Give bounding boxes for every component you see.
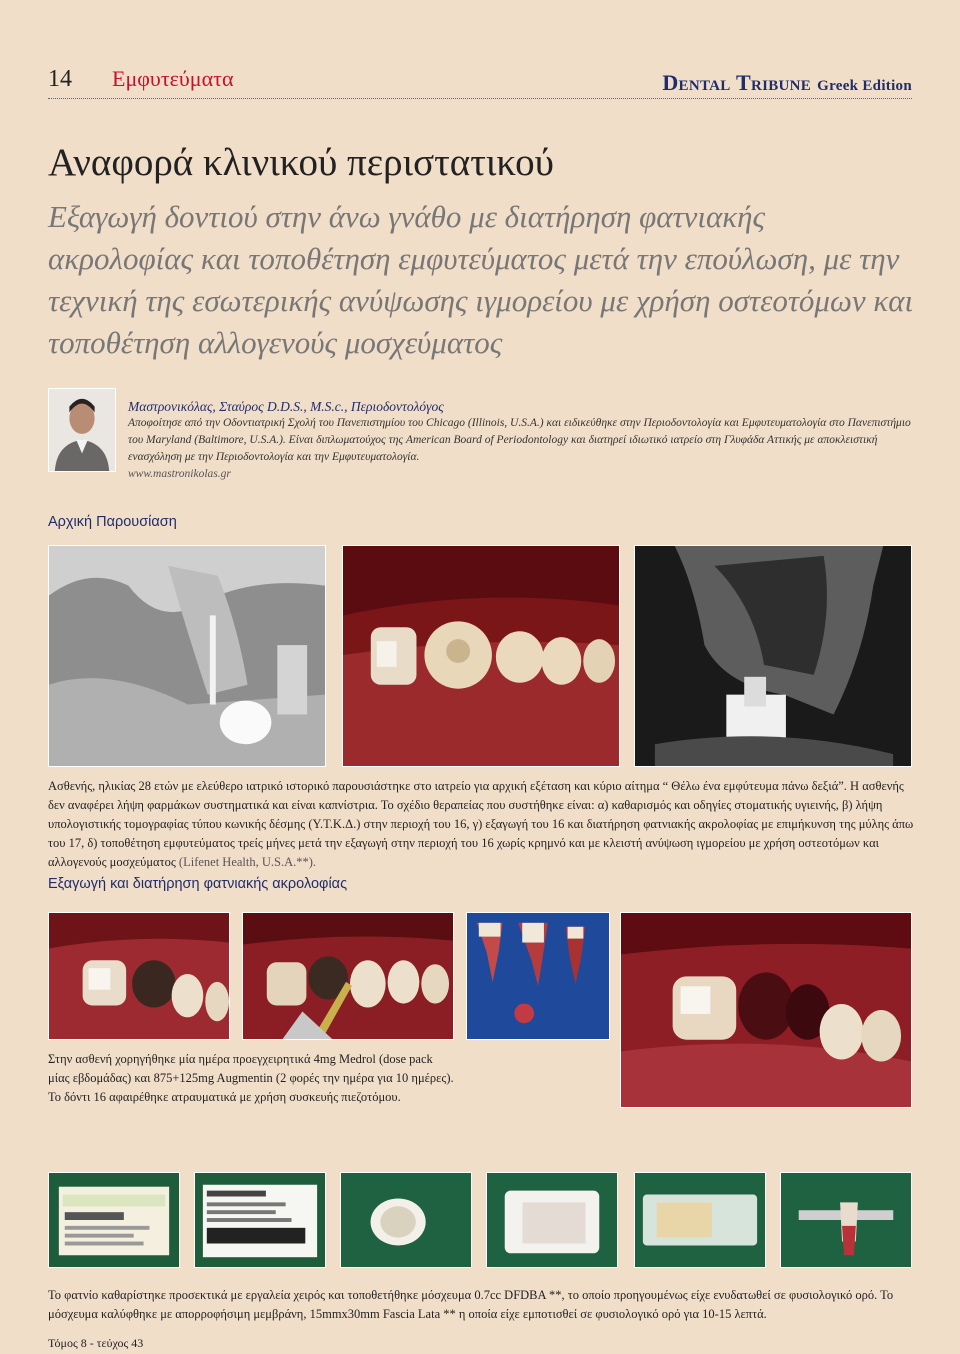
- heading-extraction: Εξαγωγή και διατήρηση φατνιακής ακρολοφίας: [48, 876, 348, 892]
- initial-paragraph: Ασθενής, ηλικίας 28 ετών με ελεύθερο ιατρικό ιστορικό παρουσιάστηκε στο ιατρείο για αρχική εξέταση και κύριο αίτημα “ Θέλω ένα εμφύτευμα πάνω δεξιά”. Η ασθενής δεν αναφέρει λήψη φαρμάκων συστηματικά και είναι καπνίστρια. Το σχέδιο θεραπείας που συστήθηκε είναι: α) καθαρισμός και οδηγίες στοματικής υγιεινής, β) λήψη υπολογιστικής τομογραφίας τύπου κωνικής δέσμης (Υ.Τ.Κ.Δ.) στην περιοχή του 16, γ) εξαγωγή του 16 και διατήρηση φατνιακής ακρολοφίας με επιμήκυνση της μύλης άπω του 17, δ) τοποθέτηση εμφυτεύματος τρείς μήνες μετά την εξαγωγή στην περιοχή του 16 χωρίς κρημνό και με κλειστή ανύψωση ιγμορείου με χρήση οστεοτόμων και αλλογενούς μοσχεύματος: [48, 779, 914, 869]
- article-subtitle: Εξαγωγή δοντιού στην άνω γνάθο με διατήρηση φατνιακής ακρολοφίας και τοποθέτηση εμφυτεύματος μετά την επούλωση, με την τεχνική της εσωτερικής ανύψωσης ιγμορείου με χρήση οστεοτόμων και τοποθέτηση αλλογενούς μοσχεύματος: [48, 199, 914, 360]
- graft-source: (Lifenet Health, U.S.A.**).: [178, 855, 317, 869]
- brand-masthead: [662, 70, 912, 96]
- author-bio: Αποφοίτησε από την Οδοντιατρική Σχολή του Πανεπιστημίου του Chicago (Illinois, U.S.A.) και ειδικεύθηκε στην Περιοδοντολογία και Εμφυτευματολογία στο Πανεπιστήμιο του Maryland (Baltimore, U.S.A.). Είναι διπλωματούχος της American Board of Periodontology και διατηρεί ιδιωτικό ιατρείο στη Γλυφάδα Αττικής με αποκλειστική ενασχόληση με την Περιοδοντολογία και την Εμφυτευματολογία.: [128, 417, 911, 463]
- graft-powder-photo: [340, 1172, 472, 1268]
- intraoral-photo-piezotome: [242, 912, 454, 1040]
- heading-initial-presentation: Αρχική Παρουσίαση: [48, 514, 177, 530]
- page-number: 14: [48, 66, 72, 92]
- initial-presentation-text: [48, 777, 914, 872]
- author-name: Μαστρονικόλας, Σταύρος D.D.S., M.S.c., Περιοδοντολόγος: [128, 399, 444, 414]
- xray-periapical-image: [48, 545, 326, 767]
- graft-label-photo: [48, 1172, 180, 1268]
- article-title: Αναφορά κλινικού περιστατικού: [48, 141, 554, 184]
- edition-label: Greek Edition: [817, 78, 912, 94]
- header-divider: [48, 98, 912, 99]
- cbct-scan-image: [634, 545, 912, 767]
- extraction-text: [48, 1050, 608, 1107]
- intraoral-photo-initial: [342, 545, 620, 767]
- extraction-line-1: Στην ασθενή χορηγήθηκε μία ημέρα προεγχειρητικά 4mg Medrol (dose pack: [48, 1052, 433, 1066]
- hydrated-membrane-photo: [634, 1172, 766, 1268]
- extraction-socket-photo: [620, 912, 912, 1108]
- membrane-label-photo: [194, 1172, 326, 1268]
- issue-footer: Τόμος 8 - τεύχος 43: [48, 1336, 144, 1350]
- extraction-line-2: μίας εβδομάδας) και 875+125mg Augmentin (2 φορές την ημέρα για 10 ημέρες).: [48, 1071, 454, 1085]
- membrane-package-photo: [486, 1172, 618, 1268]
- intraoral-photo-pre-extraction: [48, 912, 230, 1040]
- graft-in-forceps-photo: [780, 1172, 912, 1268]
- author-block: [128, 398, 918, 483]
- extraction-line-3: Το δόντι 16 αφαιρέθηκε ατραυματικά με χρήση συσκευής πιεζοτόμου.: [48, 1090, 401, 1104]
- extracted-tooth-photo: [466, 912, 610, 1040]
- graft-text: Το φατνίο καθαρίστηκε προσεκτικά με εργαλεία χειρός και τοποθετήθηκε μόσχευμα 0.7cc DFDBA **, το οποίο προηγουμένως είχε ενυδατωθεί σε φυσιολογικό ορό. Το μόσχευμα καλύφθηκε με απορροφήσιμη μεμβράνη, 15mmx30mm Fascia Lata ** η οποία είχε εμποτισθεί σε φυσιολογικό ορό για 10-15 λεπτά.: [48, 1288, 894, 1321]
- author-photo: [48, 388, 116, 472]
- brand-name: Dental Tribune: [662, 70, 812, 95]
- section-title: Εμφυτεύματα: [112, 66, 234, 91]
- author-website[interactable]: www.mastronikolas.gr: [128, 468, 231, 480]
